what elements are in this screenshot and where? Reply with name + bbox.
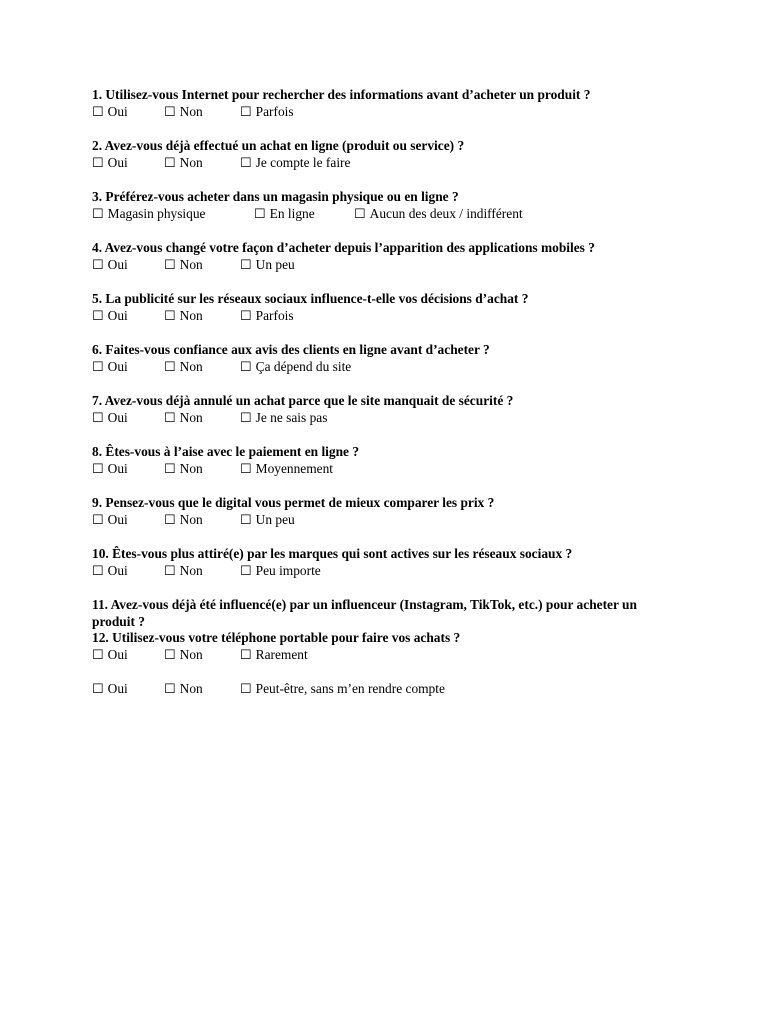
option-non[interactable]: ☐ Non <box>164 410 203 425</box>
option-ca-depend-du-site[interactable]: ☐ Ça dépend du site <box>240 359 352 374</box>
option-parfois[interactable]: ☐ Parfois <box>240 308 294 323</box>
option-oui[interactable]: ☐ Oui <box>92 647 128 662</box>
checkbox-icon[interactable]: ☐ <box>240 257 252 272</box>
option-non[interactable]: ☐ Non <box>164 512 203 527</box>
option-un-peu[interactable]: ☐ Un peu <box>240 512 295 527</box>
question-text: 1. Utilisez-vous Internet pour rechercher des informations avant d’acheter un produit ? <box>92 87 591 102</box>
option-non[interactable]: ☐ Non <box>164 308 203 323</box>
option-magasin-physique[interactable]: ☐ Magasin physique <box>92 206 206 221</box>
checkbox-icon[interactable]: ☐ <box>92 461 104 476</box>
checkbox-icon[interactable]: ☐ <box>92 206 104 221</box>
checkbox-icon[interactable]: ☐ <box>240 681 252 696</box>
question-text: 12. Utilisez-vous votre téléphone portable pour faire vos achats ? <box>92 630 461 645</box>
question-text: 7. Avez-vous déjà annulé un achat parce que le site manquait de sécurité ? <box>92 393 514 408</box>
options-row <box>92 646 692 663</box>
option-moyennement[interactable]: ☐ Moyennement <box>240 461 334 476</box>
question-text: 6. Faites-vous confiance aux avis des clients en ligne avant d’acheter ? <box>92 342 490 357</box>
question-text: 2. Avez-vous déjà effectué un achat en ligne (produit ou service) ? <box>92 138 465 153</box>
checkbox-icon[interactable]: ☐ <box>92 104 104 119</box>
checkbox-icon[interactable]: ☐ <box>92 681 104 696</box>
checkbox-icon[interactable]: ☐ <box>254 206 266 221</box>
option-je-ne-sais-pas[interactable]: ☐ Je ne sais pas <box>240 410 328 425</box>
question-text: 9. Pensez-vous que le digital vous permet de mieux comparer les prix ? <box>92 495 495 510</box>
checkbox-icon[interactable]: ☐ <box>164 104 176 119</box>
question-text: 11. Avez-vous déjà été influencé(e) par un influenceur (Instagram, TikTok, etc.) pour acheter un produit ? <box>92 597 637 629</box>
option-non[interactable]: ☐ Non <box>164 257 203 272</box>
checkbox-icon[interactable]: ☐ <box>240 155 252 170</box>
options-row <box>92 409 692 426</box>
checkbox-icon[interactable]: ☐ <box>240 563 252 578</box>
option-un-peu[interactable]: ☐ Un peu <box>240 257 295 272</box>
checkbox-icon[interactable]: ☐ <box>240 512 252 527</box>
checkbox-icon[interactable]: ☐ <box>92 155 104 170</box>
option-non[interactable]: ☐ Non <box>164 563 203 578</box>
checkbox-icon[interactable]: ☐ <box>240 359 252 374</box>
option-oui[interactable]: ☐ Oui <box>92 104 128 119</box>
question-3 <box>92 188 692 222</box>
checkbox-icon[interactable]: ☐ <box>92 359 104 374</box>
option-en-ligne[interactable]: ☐ En ligne <box>254 206 315 221</box>
options-row <box>92 205 692 222</box>
checkbox-icon[interactable]: ☐ <box>164 155 176 170</box>
checkbox-icon[interactable]: ☐ <box>164 257 176 272</box>
option-oui[interactable]: ☐ Oui <box>92 308 128 323</box>
option-aucun-des-deux[interactable]: ☐ Aucun des deux / indifférent <box>354 206 523 221</box>
option-oui[interactable]: ☐ Oui <box>92 563 128 578</box>
checkbox-icon[interactable]: ☐ <box>92 647 104 662</box>
options-row <box>92 256 692 273</box>
checkbox-icon[interactable]: ☐ <box>164 410 176 425</box>
question-text: 5. La publicité sur les réseaux sociaux influence-t-elle vos décisions d’achat ? <box>92 291 529 306</box>
checkbox-icon[interactable]: ☐ <box>164 647 176 662</box>
question-4 <box>92 239 692 273</box>
checkbox-icon[interactable]: ☐ <box>164 563 176 578</box>
checkbox-icon[interactable]: ☐ <box>164 359 176 374</box>
option-oui[interactable]: ☐ Oui <box>92 461 128 476</box>
option-non[interactable]: ☐ Non <box>164 681 203 696</box>
option-oui[interactable]: ☐ Oui <box>92 155 128 170</box>
checkbox-icon[interactable]: ☐ <box>164 681 176 696</box>
question-text: 10. Êtes-vous plus attiré(e) par les marques qui sont actives sur les réseaux sociaux ? <box>92 546 573 561</box>
option-non[interactable]: ☐ Non <box>164 647 203 662</box>
checkbox-icon[interactable]: ☐ <box>164 461 176 476</box>
checkbox-icon[interactable]: ☐ <box>354 206 366 221</box>
question-5 <box>92 290 692 324</box>
question-11 <box>92 596 692 630</box>
options-row <box>92 154 692 171</box>
options-row <box>92 562 692 579</box>
checkbox-icon[interactable]: ☐ <box>240 104 252 119</box>
checkbox-icon[interactable]: ☐ <box>92 512 104 527</box>
option-oui[interactable]: ☐ Oui <box>92 257 128 272</box>
question-text: 3. Préférez-vous acheter dans un magasin physique ou en ligne ? <box>92 189 459 204</box>
option-oui[interactable]: ☐ Oui <box>92 512 128 527</box>
checkbox-icon[interactable]: ☐ <box>92 563 104 578</box>
option-oui[interactable]: ☐ Oui <box>92 681 128 696</box>
checkbox-icon[interactable]: ☐ <box>92 308 104 323</box>
checkbox-icon[interactable]: ☐ <box>92 257 104 272</box>
checkbox-icon[interactable]: ☐ <box>164 308 176 323</box>
question-text: 8. Êtes-vous à l’aise avec le paiement en ligne ? <box>92 444 360 459</box>
options-row <box>92 103 692 120</box>
options-row <box>92 511 692 528</box>
checkbox-icon[interactable]: ☐ <box>240 410 252 425</box>
option-oui[interactable]: ☐ Oui <box>92 410 128 425</box>
question-1 <box>92 86 692 120</box>
option-oui[interactable]: ☐ Oui <box>92 359 128 374</box>
question-6 <box>92 341 692 375</box>
checkbox-icon[interactable]: ☐ <box>92 410 104 425</box>
question-text: 4. Avez-vous changé votre façon d’acheter depuis l’apparition des applications mobiles ? <box>92 240 595 255</box>
trailing-options <box>92 680 692 697</box>
checkbox-icon[interactable]: ☐ <box>240 461 252 476</box>
question-2 <box>92 137 692 171</box>
checkbox-icon[interactable]: ☐ <box>240 647 252 662</box>
checkbox-icon[interactable]: ☐ <box>240 308 252 323</box>
question-10 <box>92 545 692 579</box>
checkbox-icon[interactable]: ☐ <box>164 512 176 527</box>
options-row <box>92 307 692 324</box>
question-9 <box>92 494 692 528</box>
options-row <box>92 358 692 375</box>
option-non[interactable]: ☐ Non <box>164 359 203 374</box>
option-non[interactable]: ☐ Non <box>164 461 203 476</box>
option-je-compte-le-faire[interactable]: ☐ Je compte le faire <box>240 155 351 170</box>
options-row <box>92 680 692 697</box>
question-7 <box>92 392 692 426</box>
option-peu-importe[interactable]: ☐ Peu importe <box>240 563 321 578</box>
option-peut-etre[interactable]: ☐ Peut-être, sans m’en rendre compte <box>240 681 445 696</box>
options-row <box>92 460 692 477</box>
option-parfois[interactable]: ☐ Parfois <box>240 104 294 119</box>
option-non[interactable]: ☐ Non <box>164 104 203 119</box>
question-12 <box>92 629 692 663</box>
question-8 <box>92 443 692 477</box>
option-rarement[interactable]: ☐ Rarement <box>240 647 308 662</box>
option-non[interactable]: ☐ Non <box>164 155 203 170</box>
